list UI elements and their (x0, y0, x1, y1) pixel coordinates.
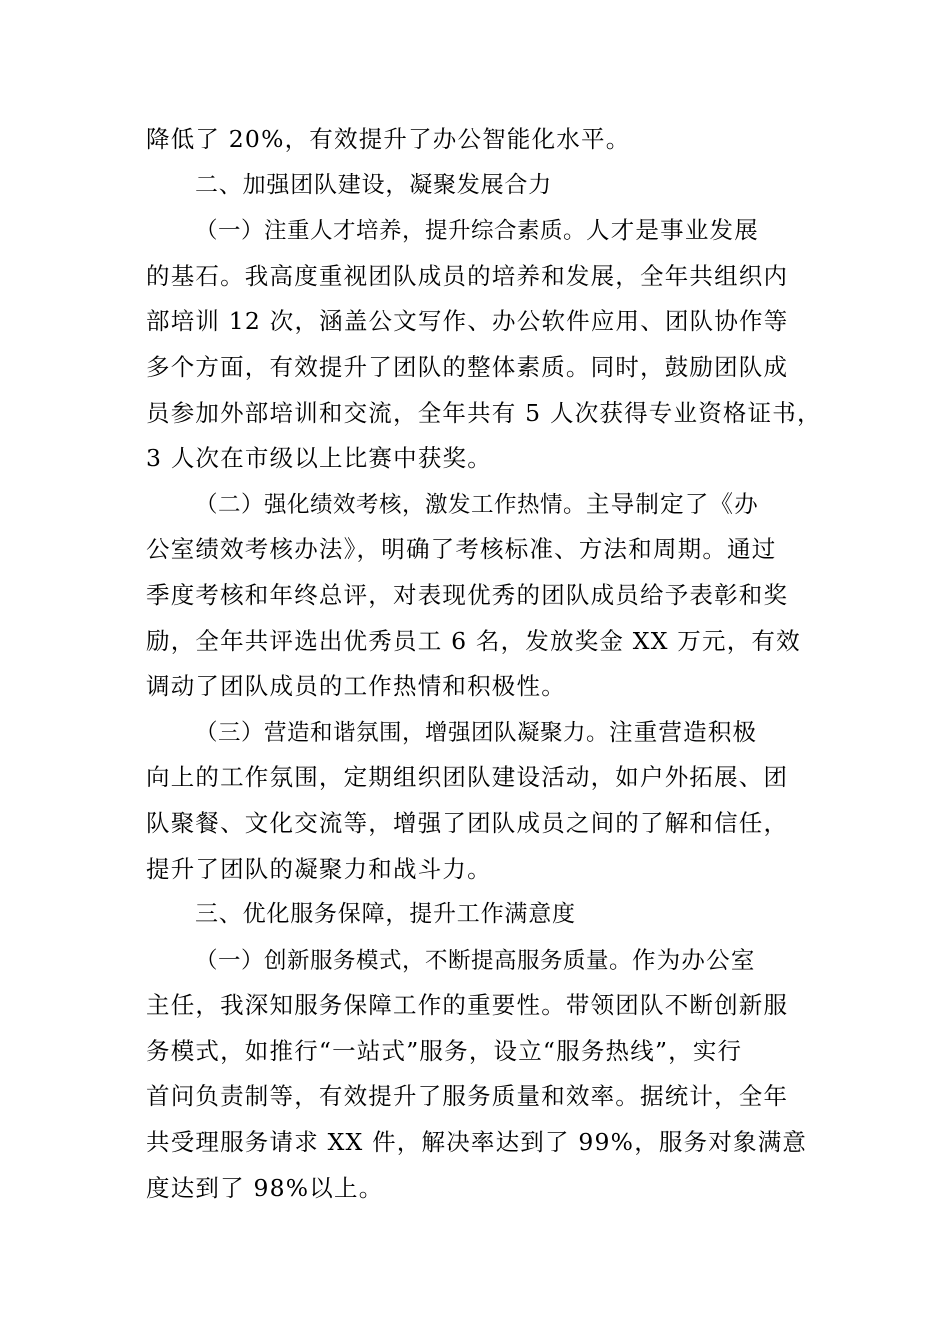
paragraph-line: 队聚餐、文化交流等，增强了团队成员之间的了解和信任， (146, 808, 789, 837)
paragraph-line: 务模式，如推行“一站式”服务，设立“服务热线”，实行 (146, 1036, 743, 1065)
paragraph-text: 作为办公室 (632, 945, 756, 974)
paragraph-line: 度达到了 98%以上。 (146, 1173, 384, 1202)
paragraph-line (146, 208, 806, 254)
subsection-lead-3-1: （一）创新服务模式，不断提高服务质量。 (195, 947, 633, 974)
paragraph-line: 主任，我深知服务保障工作的重要性。带领团队不断创新服 (146, 991, 789, 1020)
paragraph-line: 共受理服务请求 XX 件，解决率达到了 99%，服务对象满意 (146, 1128, 808, 1157)
paragraph-line: 提升了团队的凝聚力和战斗力。 (146, 854, 492, 883)
paragraph-line: 调动了团队成员的工作热情和积极性。 (146, 672, 566, 701)
paragraph-line: 部培训 12 次，涵盖公文写作、办公软件应用、团队协作等 (146, 307, 789, 336)
paragraph-line: 多个方面，有效提升了团队的整体素质。同时，鼓励团队成 (146, 352, 789, 381)
paragraph-line: 降低了 20%，有效提升了办公智能化水平。 (146, 125, 631, 153)
subsection-lead-2-3: （三）营造和谐氛围，增强团队凝聚力。 (195, 719, 610, 746)
section-heading-3: 三、优化服务保障，提升工作满意度 (195, 901, 576, 928)
paragraph-line: 励，全年共评选出优秀员工 6 名，发放奖金 XX 万元，有效 (146, 626, 801, 655)
paragraph-text: 主导制定了《办 (586, 489, 759, 518)
paragraph-line (146, 710, 806, 756)
document-body (146, 117, 822, 1211)
paragraph-text: 注重营造积极 (609, 717, 758, 746)
paragraph-line (146, 938, 806, 984)
paragraph-line: 向上的工作氛围，定期组织团队建设活动，如户外拓展、团 (146, 763, 789, 792)
paragraph-line: 员参加外部培训和交流，全年共有 5 人次获得专业资格证书， (146, 398, 822, 427)
paragraph-text: 人才是事业发展 (586, 216, 759, 245)
paragraph-line: 的基石。我高度重视团队成员的培养和发展，全年共组织内 (146, 261, 789, 290)
paragraph-line: 公室绩效考核办法》，明确了考核标准、方法和周期。通过 (146, 535, 777, 564)
subsection-lead-2-2: （二）强化绩效考核，激发工作热情。 (195, 491, 587, 518)
section-heading-2: 二、加强团队建设，凝聚发展合力 (195, 171, 552, 198)
paragraph-line: 3 人次在市级以上比赛中获奖。 (146, 444, 492, 473)
paragraph-line: 季度考核和年终总评，对表现优秀的团队成员给予表彰和奖 (146, 580, 789, 609)
paragraph-line (146, 482, 806, 528)
paragraph-line: 首问负责制等，有效提升了服务质量和效率。据统计，全年 (146, 1082, 789, 1111)
subsection-lead-2-1: （一）注重人才培养，提升综合素质。 (195, 218, 587, 245)
